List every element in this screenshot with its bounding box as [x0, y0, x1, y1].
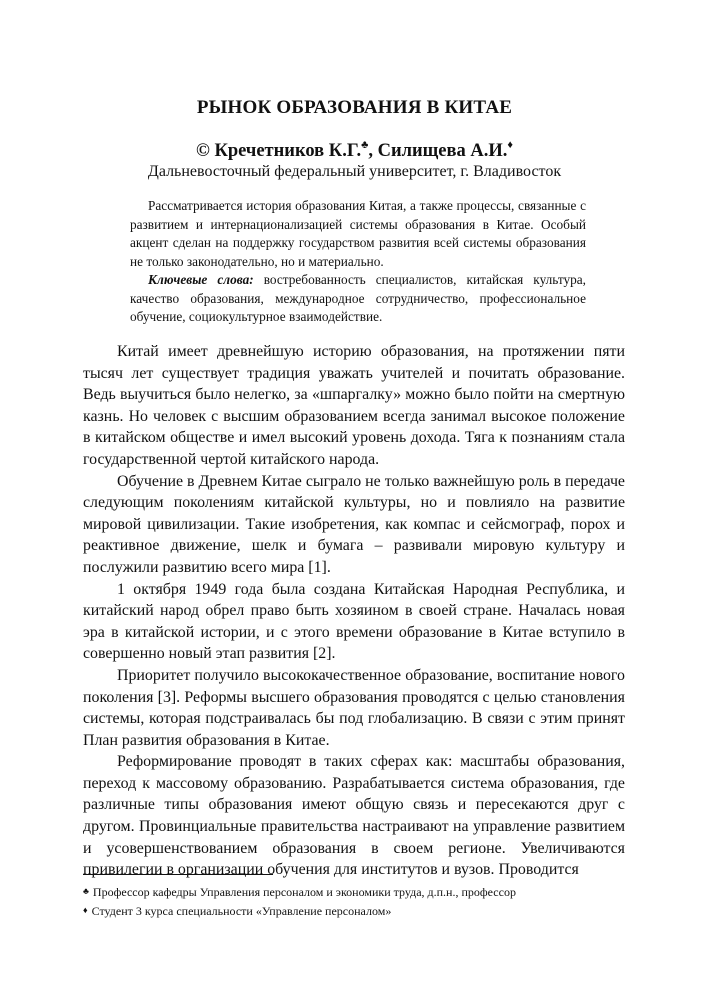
authors-line — [0, 140, 709, 162]
footnote-mark: ♣ — [83, 886, 89, 896]
author-2: Силищева А.И. — [377, 141, 508, 162]
abstract-text: Рассматривается история образования Китая, а также процессы, связанные с развитием и интернационализацией системы образования в Китае. Особый акцент сделан на поддержку государством развития всей системы образования не только законодательно, но и материально. — [130, 198, 586, 269]
body-paragraph: Китай имеет древнейшую историю образования, на протяжении пяти тысяч лет существует традиция уважать учителей и почитать образование. Ведь выучиться было нелегко, за «шпаргалку» можно было пойти на смертную казнь. Но человек с высшим образованием всегда занимал высокое положение в китайском обществе и имел высокий уровень дохода. Тяга к познаниям стала государственной чертой китайского народа. — [83, 343, 625, 468]
body-paragraph: Реформирование проводят в таких сферах как: масштабы образования, переход к массовому образованию. Разрабатывается система образования, где различные типы образования имеют общую связь и пересекаются друг с другом. Провинциальные правительства настраивают на управление развитием и усовершенствованием образования в своем регионе. Увеличиваются привилегии в организации обучения для институтов и вузов. Проводится — [83, 753, 625, 879]
footnote-text: Профессор кафедры Управления персоналом и экономики труда, д.п.н., профессор — [92, 885, 516, 899]
author-2-mark: ♦ — [507, 139, 513, 151]
body-paragraph: 1 октября 1949 года была создана Китайская Народная Республика, и китайский народ обрел право быть хозяином в своей стране. Началась новая эра в китайской истории, и с этого времени образование в Китае вступило в совершенно новый этап развития [2]. — [83, 580, 625, 663]
keywords — [130, 271, 586, 327]
affiliation: Дальневосточный федеральный университет, г. Владивосток — [147, 163, 562, 180]
author-1-mark: ♣ — [361, 139, 369, 151]
footnote-text: Студент 3 курса специальности «Управление персоналом» — [91, 904, 392, 918]
author-1: Кречетников К.Г. — [214, 141, 362, 162]
footnotes — [83, 883, 643, 921]
body-paragraph: Обучение в Древнем Китае сыграло не только важнейшую роль в передаче следующим поколениям китайской культуры, но и повлияло на развитие мировой цивилизации. Такие изобретения, как компас и сейсмограф, порох и реактивное движение, шелк и бумага – развивали мировую культуру и послужили развитию всего мира [1]. — [83, 472, 625, 576]
abstract — [130, 197, 586, 327]
footnote — [83, 902, 643, 921]
footnote — [83, 883, 643, 902]
keywords-label: Ключевые слова: — [148, 272, 254, 287]
keywords-text: востребованность специалистов, китайская культура, качество образования, международное сотрудничество, профессиональное обучение, социокультурное взаимодействие. — [130, 272, 586, 324]
copyright-prefix: © — [196, 141, 215, 162]
footnote-mark: ♦ — [83, 905, 88, 915]
author-separator: , — [368, 141, 378, 162]
body-paragraph: Приоритет получило высококачественное образование, воспитание нового поколения [3]. Реформы высшего образования проводятся с целью становления системы, которая подстраивалась бы под глобализацию. В связи с этим принят План развития образования в Китае. — [83, 666, 625, 749]
article-title: РЫНОК ОБРАЗОВАНИЯ В КИТАЕ — [196, 97, 513, 118]
article-body — [83, 341, 625, 881]
footnote-divider — [83, 874, 273, 875]
